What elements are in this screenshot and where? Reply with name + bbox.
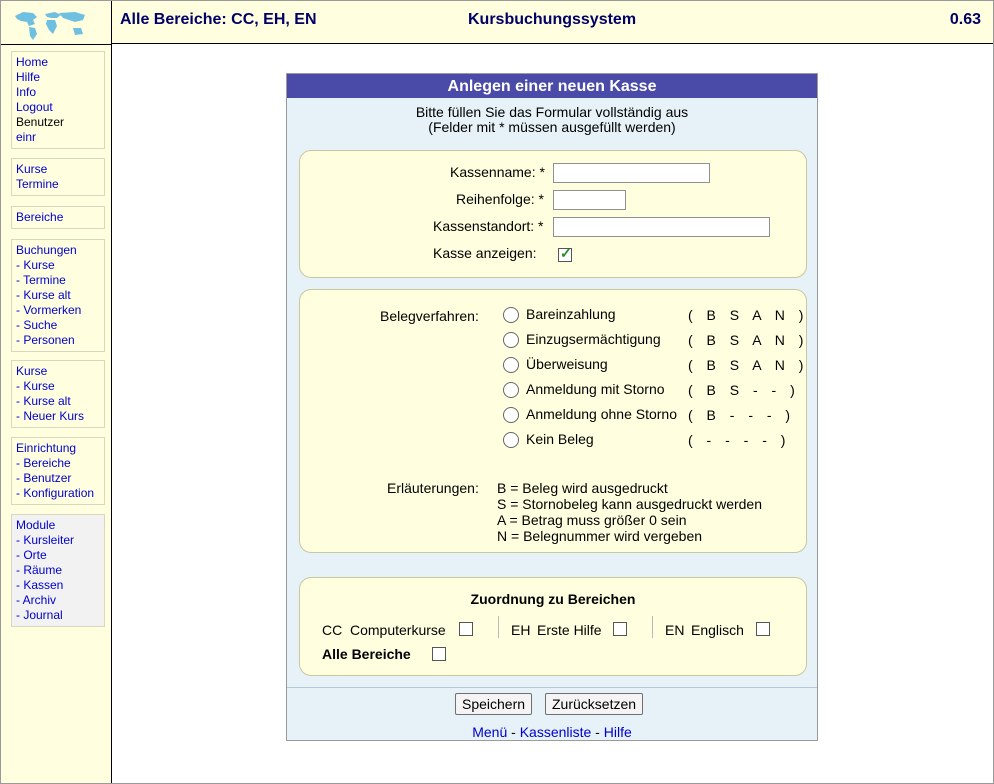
- option-cash-deposit-label: Bareinzahlung: [526, 306, 616, 322]
- save-button[interactable]: Speichern: [455, 693, 532, 715]
- option-registration-with-cancel-label: Anmeldung mit Storno: [526, 381, 665, 397]
- explanation-s: S = Stornobeleg kann ausgedruckt werden: [497, 496, 763, 512]
- nav-courses[interactable]: Kurse: [16, 162, 48, 176]
- link-separator: -: [591, 724, 604, 740]
- help-link[interactable]: Hilfe: [603, 724, 632, 740]
- nav-home[interactable]: Home: [16, 55, 49, 69]
- radio-no-receipt[interactable]: [503, 432, 519, 448]
- nav-group-bookings: [11, 239, 105, 352]
- area-en-name: Englisch: [691, 622, 744, 638]
- area-separator: [652, 616, 653, 638]
- nav-modules-registers[interactable]: - Kassen: [16, 578, 64, 592]
- nav-dates[interactable]: Termine: [16, 177, 59, 191]
- menu-link[interactable]: Menü: [472, 724, 508, 740]
- explanations-label: Erläuterungen:: [387, 480, 479, 496]
- logo: [1, 1, 112, 45]
- radio-registration-with-cancel[interactable]: [503, 382, 519, 398]
- nav-course-admin[interactable]: Kurse: [16, 364, 48, 378]
- register-fields-box: [299, 150, 807, 278]
- nav-bookings-reserve[interactable]: - Vormerken: [16, 303, 82, 317]
- radio-transfer[interactable]: [503, 357, 519, 373]
- version-number: 0.63: [949, 11, 981, 28]
- nav-modules-instructors[interactable]: - Kursleiter: [16, 533, 75, 547]
- nav-help[interactable]: Hilfe: [16, 70, 41, 84]
- area-separator: [498, 616, 499, 638]
- all-areas-checkbox[interactable]: [432, 647, 446, 661]
- all-areas-label: Alle Bereiche: [322, 646, 411, 662]
- explanations-list: [497, 480, 762, 544]
- nav-areas[interactable]: Bereiche: [16, 210, 64, 224]
- option-direct-debit-label: Einzugsermächtigung: [526, 331, 661, 347]
- nav-group-areas: [11, 206, 105, 229]
- intro-line-2: (Felder mit * müssen ausgefüllt werden): [428, 119, 676, 135]
- nav-course-admin-courses[interactable]: - Kurse: [16, 379, 55, 393]
- nav-group-general: [11, 51, 105, 149]
- form-intro: [287, 105, 817, 135]
- nav-modules-places[interactable]: - Orte: [16, 548, 47, 562]
- nav-user-settings[interactable]: einr: [16, 130, 37, 144]
- location-input[interactable]: [553, 217, 770, 237]
- radio-cash-deposit[interactable]: [503, 307, 519, 323]
- nav-setup-users[interactable]: - Benutzer: [16, 471, 72, 485]
- option-registration-with-cancel-codes: ( B S - - ): [688, 382, 800, 398]
- world-map-icon: [11, 8, 91, 42]
- reset-button[interactable]: Zurücksetzen: [545, 693, 643, 715]
- nav-group-modules: [11, 514, 105, 627]
- nav-bookings[interactable]: Buchungen: [16, 243, 77, 257]
- option-registration-without-cancel-label: Anmeldung ohne Storno: [526, 406, 677, 422]
- option-cash-deposit-codes: ( B S A N ): [688, 307, 809, 323]
- explanation-a: A = Betrag muss größer 0 sein: [497, 512, 687, 528]
- area-assignment-title: Zuordnung zu Bereichen: [470, 591, 636, 607]
- app-title: Kursbuchungssystem: [468, 11, 637, 28]
- nav-bookings-courses[interactable]: - Kurse: [16, 258, 55, 272]
- radio-registration-without-cancel[interactable]: [503, 407, 519, 423]
- nav-modules-journal[interactable]: - Journal: [16, 608, 63, 622]
- option-registration-without-cancel-codes: ( B - - - ): [688, 407, 796, 423]
- area-cc-checkbox[interactable]: [459, 622, 473, 636]
- nav-info[interactable]: Info: [16, 85, 37, 99]
- nav-group-course-admin: [11, 360, 105, 428]
- nav-group-courses: [11, 158, 105, 196]
- register-name-input[interactable]: [553, 163, 710, 183]
- option-no-receipt-label: Kein Beleg: [526, 431, 594, 447]
- new-register-form: [286, 73, 818, 741]
- nav-user-label: Benutzer: [16, 115, 65, 129]
- area-en-code: EN: [665, 622, 685, 638]
- register-name-label: Kassenname: *: [450, 164, 545, 180]
- nav-bookings-search[interactable]: - Suche: [16, 318, 58, 332]
- nav-bookings-old-courses[interactable]: - Kurse alt: [16, 288, 71, 302]
- area-eh-checkbox[interactable]: [613, 622, 627, 636]
- nav-group-setup: [11, 437, 105, 505]
- option-direct-debit-codes: ( B S A N ): [688, 332, 809, 348]
- nav-bookings-dates[interactable]: - Termine: [16, 273, 66, 287]
- receipt-method-box: [299, 289, 807, 553]
- nav-setup-config[interactable]: - Konfiguration: [16, 486, 95, 500]
- nav-modules-archive[interactable]: - Archiv: [16, 593, 57, 607]
- areas-heading: Alle Bereiche: CC, EH, EN: [120, 11, 317, 28]
- footer-links: [287, 724, 817, 740]
- top-header: [112, 1, 993, 44]
- show-register-checkbox[interactable]: [558, 248, 572, 262]
- area-eh-name: Erste Hilfe: [537, 622, 602, 638]
- area-eh-code: EH: [511, 622, 531, 638]
- area-assignment-box: [299, 577, 807, 676]
- order-label: Reihenfolge: *: [456, 191, 544, 207]
- link-separator: -: [507, 724, 520, 740]
- area-en-checkbox[interactable]: [756, 622, 770, 636]
- intro-line-1: Bitte füllen Sie das Formular vollständig aus: [415, 104, 689, 120]
- nav-course-admin-new[interactable]: - Neuer Kurs: [16, 409, 85, 423]
- area-cc-name: Computerkurse: [350, 622, 446, 638]
- sidebar: [1, 45, 112, 783]
- receipt-method-label: Belegverfahren:: [380, 308, 479, 324]
- show-register-label: Kasse anzeigen:: [433, 245, 537, 261]
- nav-logout[interactable]: Logout: [16, 100, 53, 114]
- option-transfer-label: Überweisung: [526, 356, 608, 372]
- nav-modules[interactable]: Module: [16, 518, 56, 532]
- option-no-receipt-codes: ( - - - - ): [688, 432, 791, 448]
- register-list-link[interactable]: Kassenliste: [519, 724, 592, 740]
- explanation-b: B = Beleg wird ausgedruckt: [497, 480, 668, 496]
- nav-setup[interactable]: Einrichtung: [16, 441, 77, 455]
- area-cc-code: CC: [322, 622, 343, 638]
- explanation-n: N = Belegnummer wird vergeben: [497, 528, 703, 544]
- form-title: Anlegen einer neuen Kasse: [287, 74, 817, 98]
- radio-direct-debit[interactable]: [503, 332, 519, 348]
- nav-modules-rooms[interactable]: - Räume: [16, 563, 63, 577]
- location-label: Kassenstandort: *: [433, 218, 544, 234]
- footer-divider: [287, 687, 817, 688]
- nav-bookings-persons[interactable]: - Personen: [16, 333, 75, 347]
- order-input[interactable]: [553, 190, 626, 210]
- nav-setup-areas[interactable]: - Bereiche: [16, 456, 71, 470]
- option-transfer-codes: ( B S A N ): [688, 357, 809, 373]
- nav-course-admin-old[interactable]: - Kurse alt: [16, 394, 71, 408]
